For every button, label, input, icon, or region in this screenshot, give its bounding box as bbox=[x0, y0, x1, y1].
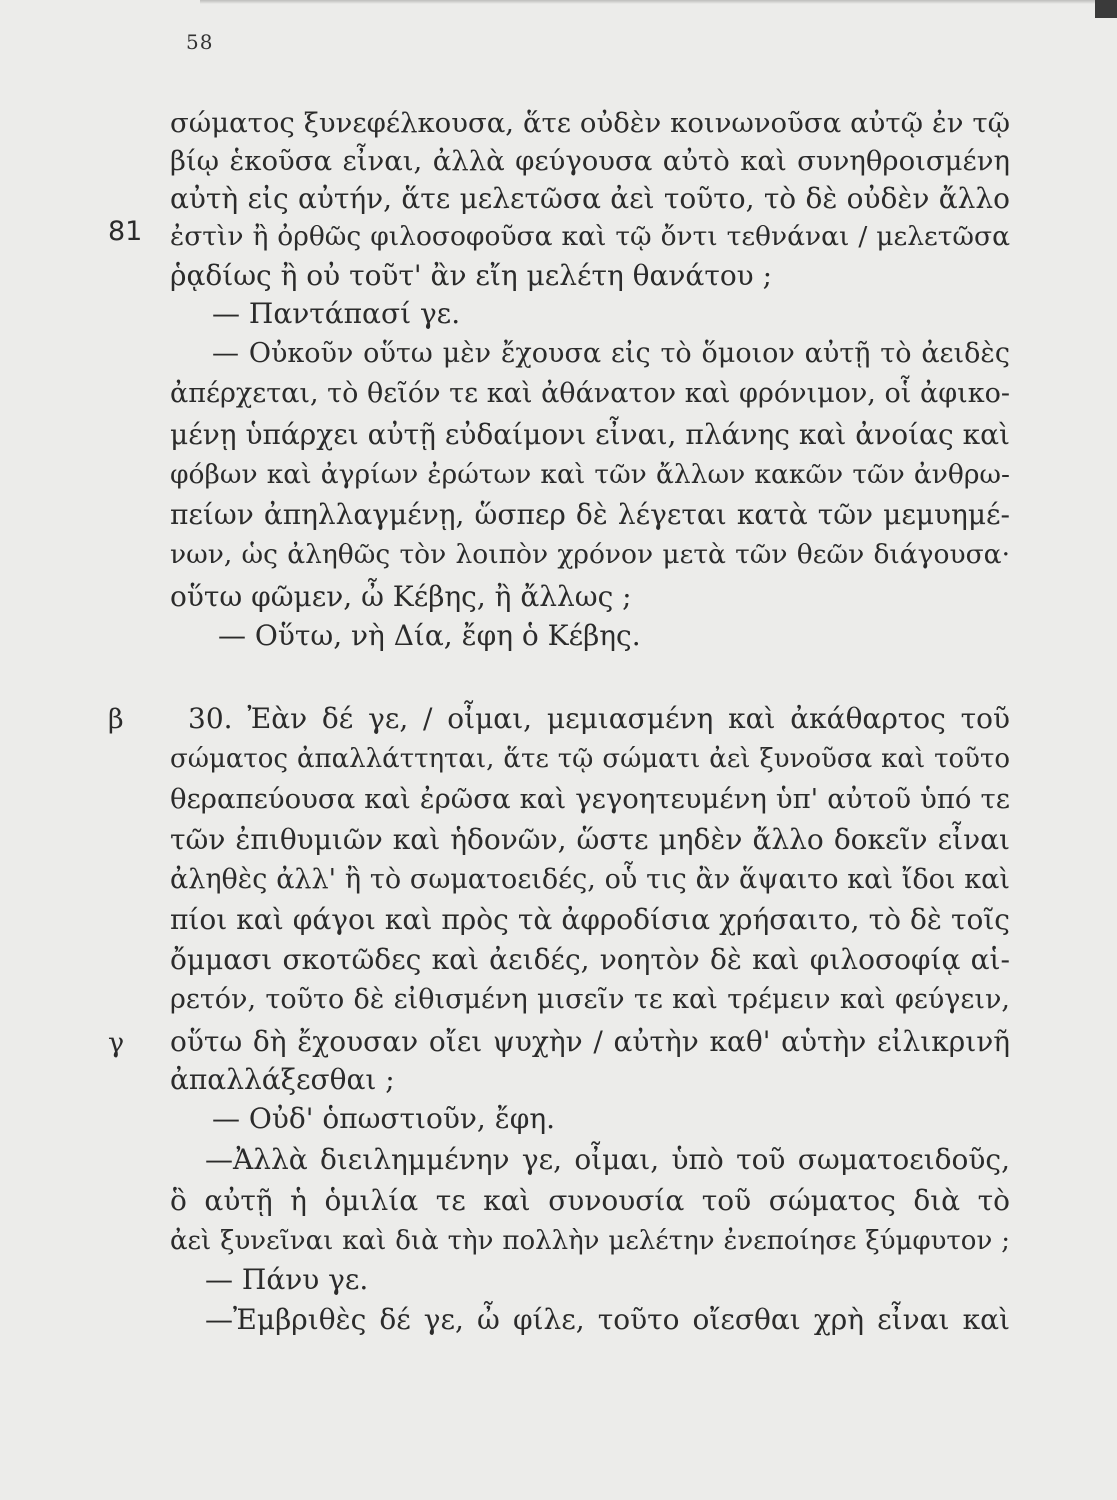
text-line-6: — Παντάπασί γε. bbox=[212, 297, 461, 330]
text-line-11: πείων ἀπηλλαγμένῃ, ὥσπερ δὲ λέγεται κατὰ τῶν μεμυημέ- bbox=[170, 498, 1010, 531]
text-line-12: νων, ὡς ἀληθῶς τὸν λοιπὸν χρόνον μετὰ τῶν θεῶν διάγουσα· bbox=[170, 539, 1010, 570]
text-line-8: ἀπέρχεται, τὸ θεῖόν τε καὶ ἀθάνατον καὶ φρόνιμον, οἷ ἀφικο- bbox=[170, 378, 1010, 409]
text-line-26: —Ἀλλὰ διειλημμένην γε, οἶμαι, ὑπὸ τοῦ σωματοειδοῦς, bbox=[205, 1143, 1010, 1176]
page-top-edge bbox=[200, 0, 1117, 4]
text-line-4: ἐστὶν ἢ ὀρθῶς φιλοσοφοῦσα καὶ τῷ ὄντι τεθνάναι / μελετῶσα bbox=[170, 221, 1010, 252]
margin-section-81: 81 bbox=[108, 216, 143, 247]
text-line-21: ὄμμασι σκοτῶδες καὶ ἀειδές, νοητὸν δὲ καὶ φιλοσοφίᾳ αἱ- bbox=[170, 943, 1010, 976]
margin-section-gamma: γ bbox=[108, 1028, 125, 1059]
text-line-18: τῶν ἐπιθυμιῶν καὶ ἡδονῶν, ὥστε μηδὲν ἄλλο δοκεῖν εἶναι bbox=[170, 823, 1010, 856]
text-line-5: ῥᾳδίως ἢ οὐ τοῦτ' ἂν εἴη μελέτη θανάτου ; bbox=[170, 259, 773, 292]
text-line-19: ἀληθὲς ἀλλ' ἢ τὸ σωματοειδές, οὗ τις ἂν ἅψαιτο καὶ ἴδοι καὶ bbox=[170, 864, 1010, 895]
text-line-20: πίοι καὶ φάγοι καὶ πρὸς τὰ ἀφροδίσια χρήσαιτο, τὸ δὲ τοῖς bbox=[170, 903, 1010, 936]
text-line-27: ὃ αὐτῇ ἡ ὁμιλία τε καὶ συνουσία τοῦ σώματος διὰ τὸ bbox=[170, 1184, 1010, 1217]
page-number: 58 bbox=[186, 30, 214, 54]
text-line-14: — Οὕτω, νὴ Δία, ἔφη ὁ Κέβης. bbox=[218, 619, 641, 652]
text-line-1: σώματος ξυνεφέλκουσα, ἅτε οὐδὲν κοινωνοῦσα αὐτῷ ἐν τῷ bbox=[170, 107, 1010, 139]
text-line-25: — Οὐδ' ὁπωστιοῦν, ἔφη. bbox=[212, 1102, 556, 1135]
text-line-7: — Οὐκοῦν οὕτω μὲν ἔχουσα εἰς τὸ ὅμοιον αὐτῇ τὸ ἀειδὲς bbox=[212, 338, 1010, 369]
text-line-2: βίῳ ἑκοῦσα εἶναι, ἀλλὰ φεύγουσα αὐτὸ καὶ συνηθροισμένη bbox=[170, 145, 1010, 177]
text-line-22: ρετόν, τοῦτο δὲ εἰθισμένη μισεῖν τε καὶ τρέμειν καὶ φεύγειν, bbox=[170, 984, 1010, 1015]
text-line-15: 30. Ἐὰν δέ γε, / οἶμαι, μεμιασμένη καὶ ἀκάθαρτος τοῦ bbox=[188, 702, 1010, 735]
text-line-9: μένῃ ὑπάρχει αὐτῇ εὐδαίμονι εἶναι, πλάνης καὶ ἀνοίας καὶ bbox=[170, 418, 1010, 451]
text-line-13: οὕτω φῶμεν, ὦ Κέβης, ἢ ἄλλως ; bbox=[170, 580, 632, 613]
text-line-3: αὐτὴ εἰς αὐτήν, ἅτε μελετῶσα ἀεὶ τοῦτο, τὸ δὲ οὐδὲν ἄλλο bbox=[170, 182, 1010, 215]
text-line-10: φόβων καὶ ἀγρίων ἐρώτων καὶ τῶν ἄλλων κακῶν τῶν ἀνθρω- bbox=[170, 459, 1010, 490]
page-corner-shadow bbox=[1095, 0, 1117, 18]
text-line-24: ἀπαλλάξεσθαι ; bbox=[170, 1063, 395, 1096]
text-line-16: σώματος ἀπαλλάττηται, ἅτε τῷ σώματι ἀεὶ ξυνοῦσα καὶ τοῦτο bbox=[170, 744, 1010, 774]
margin-section-beta: β bbox=[108, 704, 124, 735]
text-line-30: —Ἐμβριθὲς δέ γε, ὦ φίλε, τοῦτο οἴεσθαι χρὴ εἶναι καὶ bbox=[205, 1303, 1010, 1336]
text-line-28: ἀεὶ ξυνεῖναι καὶ διὰ τὴν πολλὴν μελέτην ἐνεποίησε ξύμφυτον ; bbox=[170, 1226, 1010, 1256]
text-line-17: θεραπεύουσα καὶ ἐρῶσα καὶ γεγοητευμένη ὑπ' αὐτοῦ ὑπό τε bbox=[170, 783, 1010, 815]
text-line-29: — Πάνυ γε. bbox=[205, 1263, 369, 1296]
text-line-23: οὕτω δὴ ἔχουσαν οἴει ψυχὴν / αὐτὴν καθ' αὑτὴν εἰλικρινῆ bbox=[170, 1025, 1010, 1058]
